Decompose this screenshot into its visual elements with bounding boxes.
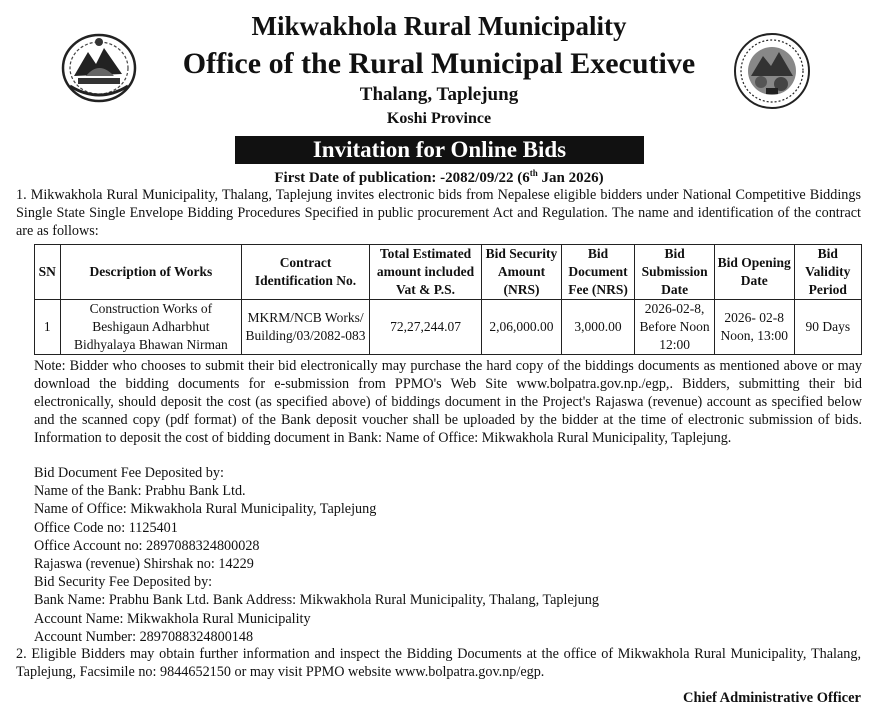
col-estimated-amount: Total Estimated amount included Vat & P.S.	[369, 245, 481, 300]
province-name: Koshi Province	[386, 110, 492, 127]
deposit-details	[34, 464, 862, 646]
publication-date	[0, 164, 878, 188]
col-opening-date: Bid Opening Date	[714, 245, 794, 300]
col-validity: Bid Validity Period	[794, 245, 861, 300]
deposit-line: Bid Document Fee Deposited by:	[34, 465, 224, 481]
publication-date-suffix: Jan 2026)	[537, 170, 604, 186]
cell-document-fee: 3,000.00	[561, 300, 635, 355]
deposit-line: Account Name: Mikwakhola Rural Municipality	[34, 610, 311, 627]
eligibility-paragraph: 2. Eligible Bidders may obtain further information and inspect the Bidding Documents at the office of Mikwakhola Rural Municipality, Thalang, Taplejung, Facsimile no: 9844652150 or may visit PPMO website www.bolpatra.gov.np/egp.	[16, 646, 861, 680]
deposit-line: Office Code no: 1125401	[34, 519, 178, 536]
cell-opening-date: 2026- 02-8 Noon, 13:00	[714, 300, 794, 355]
cell-bid-security: 2,06,000.00	[482, 300, 562, 355]
col-document-fee: Bid Document Fee (NRS)	[561, 245, 635, 300]
deposit-line: Office Account no: 2897088324800028	[34, 537, 260, 554]
publication-date-sup: th	[529, 168, 538, 178]
office-name: Office of the Rural Municipal Executive	[182, 47, 696, 80]
col-description: Description of Works	[60, 245, 242, 300]
deposit-line: Account Number: 2897088324800148	[34, 628, 254, 645]
municipality-name: Mikwakhola Rural Municipality	[251, 11, 627, 41]
deposit-line: Bid Security Fee Deposited by:	[34, 574, 213, 591]
deposit-line: Bank Name: Prabhu Bank Ltd. Bank Address: Mikwakhola Rural Municipality, Thalang, Taplejung	[34, 592, 599, 609]
signoff: Chief Administrative Officer	[683, 690, 861, 706]
notice-title-banner: Invitation for Online Bids	[235, 136, 644, 164]
deposit-line: Name of the Bank: Prabhu Bank Ltd.	[34, 483, 246, 500]
table-header-row	[35, 245, 862, 300]
cell-description: Construction Works of Beshigaun Adharbhut Bidhyalaya Bhawan Nirman	[60, 300, 242, 355]
col-sn: SN	[35, 245, 61, 300]
table-row	[35, 300, 862, 355]
col-contract-id: Contract Identification No.	[242, 245, 370, 300]
cell-contract-id: MKRM/NCB Works/ Building/03/2082-083	[242, 300, 370, 355]
note-paragraph: Note: Bidder who chooses to submit their bid electronically may purchase the hard copy of the biddings documents as mentioned above or may download the bidding documents for e-submission from PPMO's Web Site www.bolpatra.gov.np./egp,. Bidders, submitting their bid electronically, should deposit the cost (as specified above) of biddings document in the Project's Rajaswa (revenue) account as specified below and the scanned copy (pdf format) of the Bank deposit voucher shall be uploaded by the bidder at the time of electronic submission of bids. Information to deposit the cost of bidding document in Bank: Name of Office: Mikwakhola Rural Municipality, Taplejung.	[34, 358, 862, 446]
cell-estimated-amount: 72,27,244.07	[369, 300, 481, 355]
col-submission-date: Bid Submission Date	[635, 245, 715, 300]
col-bid-security: Bid Security Amount (NRS)	[482, 245, 562, 300]
cell-validity: 90 Days	[794, 300, 861, 355]
contract-table	[34, 244, 862, 355]
invitation-paragraph: 1. Mikwakhola Rural Municipality, Thalang, Taplejung invites electronic bids from Nepalese eligible bidders under National Competitive Biddings Single State Single Envelope Bidding Procedures Specified in public procurement Act and Regulation. The name and identification of the contract are as follows:	[16, 187, 861, 239]
office-location: Thalang, Taplejung	[359, 84, 519, 105]
deposit-line: Name of Office: Mikwakhola Rural Municipality, Taplejung	[34, 501, 377, 518]
cell-sn: 1	[35, 300, 61, 355]
cell-submission-date: 2026-02-8, Before Noon 12:00	[635, 300, 715, 355]
municipality-seal-icon	[733, 32, 811, 110]
publication-date-prefix: First Date of publication: -2082/09/22 (6	[274, 170, 530, 186]
notice-header	[0, 0, 878, 132]
deposit-line: Rajaswa (revenue) Shirshak no: 14229	[34, 556, 254, 573]
